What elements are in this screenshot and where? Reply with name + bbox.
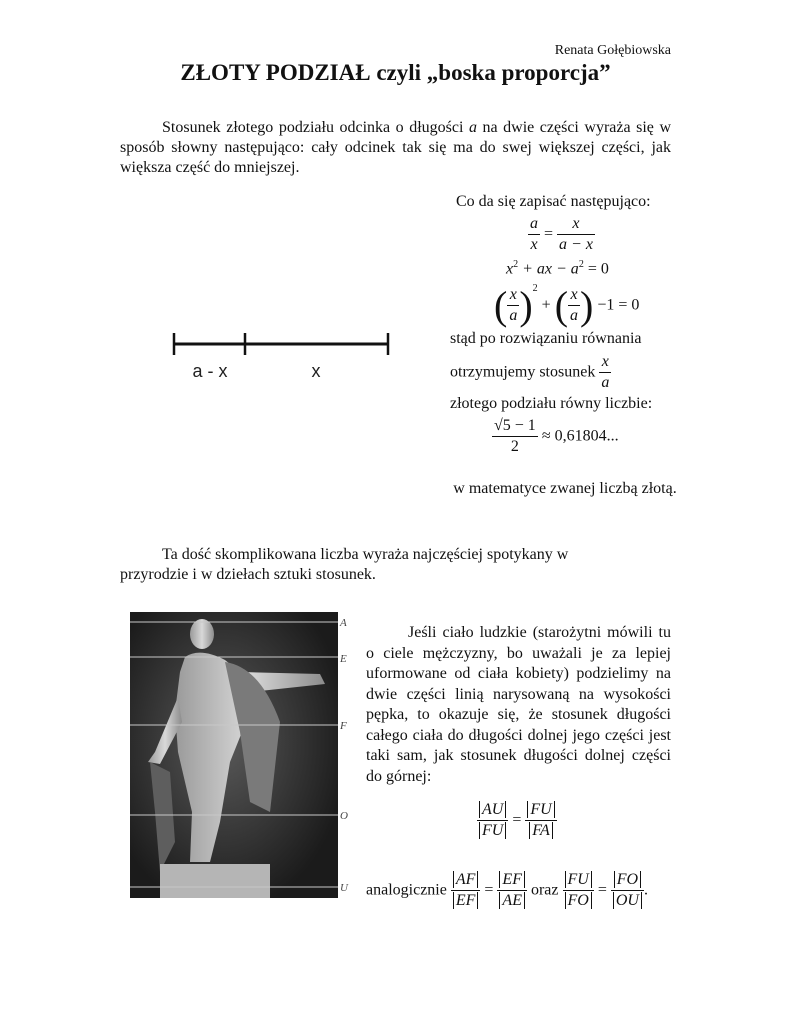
second-paragraph: Ta dość skomplikowana liczba wyraża najczęściej spotykany w przyrodzie i w dziełach sztuki stosunek. [120, 546, 569, 583]
apollo-statue-image [130, 612, 352, 900]
golden-number-formula: $\frac{√5 - 1}{2}$ ≈ 0,61804... [494, 417, 619, 455]
statue-label-u: U [340, 882, 348, 894]
solving-text: stąd po rozwiązaniu równania [450, 330, 642, 347]
statue-label-a: A [340, 617, 347, 629]
intro-paragraph: Stosunek złotego podziału odcinka o długości a na dwie części wyraża się w sposób słowny następująco: cały odcinek tak się ma do swej większej części, jak większa część do mniejszej. [120, 119, 671, 176]
equation-ratio: $\frac{a}{x}$ = $\frac{x}{a - x}$ [530, 215, 593, 253]
golden-number-caption: w matematyce zwanej liczbą złotą. [453, 480, 677, 497]
page-title: ZŁOTY PODZIAŁ czyli „boska proporcja” [180, 60, 611, 85]
math-intro: Co da się zapisać następująco: [456, 193, 651, 210]
segment-label-right: x [311, 361, 321, 381]
apollo-paragraph: Jeśli ciało ludzkie (starożytni mówili tu o ciele mężczyzny, bo uważali je za lepiej uformowane od ciała kobiety) podzielimy na dwie części linią narysowaną na wysokości pępka, to okazuje się, że stosunek długości całego ciała do długości dolnej jego części jest taki sam, jak stosunek długości dolnej części do górnej: [366, 624, 671, 785]
segment-label-left: a - x [192, 361, 228, 381]
author-name: Renata Gołębiowska [554, 43, 671, 58]
statue-label-o: O [340, 810, 348, 822]
statue-label-e: E [340, 653, 347, 665]
equation-normalized: ( $\frac{x}{a}$ )$^2$ + ( $\frac{x}{a}$ ) −1 = 0 [494, 283, 640, 328]
analog-equations: analogicznie $\frac{AF}{EF}$ = $\frac{EF}{AE}$ oraz $\frac{FU}{FO}$ = $\frac{FO}{OU}$ . [366, 871, 648, 909]
ratio-text: otrzymujemy stosunek $\frac{x}{a}$ [450, 353, 610, 391]
equation-quadratic: $x^2$ + ax − $a^2 = 0$ [506, 259, 609, 278]
golden-number-text: złotego podziału równy liczbie: [450, 395, 653, 412]
segment-diagram [168, 330, 394, 386]
statue-label-f: F [340, 720, 347, 732]
ratio-main-equation: $\frac{AU}{FU}$ = $\frac{FU}{FA}$ [477, 800, 557, 841]
